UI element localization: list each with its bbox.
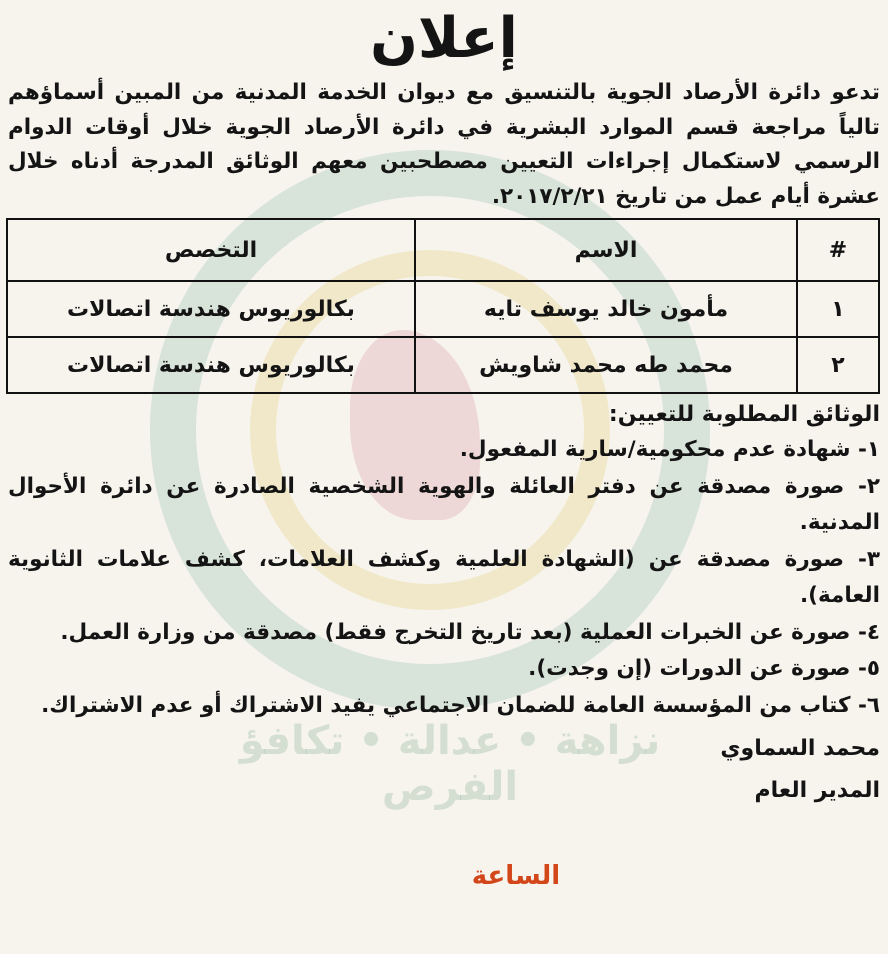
document-item: ٦- كتاب من المؤسسة العامة للضمان الاجتماعي يفيد الاشتراك أو عدم الاشتراك. xyxy=(41,692,880,718)
table-header-row xyxy=(7,219,879,281)
row-number: ١ xyxy=(797,281,879,337)
header-number: # xyxy=(797,219,879,281)
table-row xyxy=(7,337,879,393)
documents-title: الوثائق المطلوبة للتعيين: xyxy=(608,402,880,427)
document-item: ٢- صورة مصدقة عن دفتر العائلة والهوية الشخصية الصادرة عن دائرة الأحوال المدنية. xyxy=(8,473,880,535)
signatory-name: محمد السماوي xyxy=(720,736,880,761)
table-row xyxy=(7,281,879,337)
site-logo-watermark: الساعة xyxy=(471,861,561,891)
intro-paragraph: تدعو دائرة الأرصاد الجوية بالتنسيق مع ديوان الخدمة المدنية من المبين أسماؤهم تالياً مراجعة قسم الموارد البشرية في دائرة الأرصاد الجوية خلال أوقات الدوام الرسمي لاستكمال إجراءات التعيين مصطحبين معهم الوثائق المدرجة أدناه خلال عشرة أيام عمل من تاريخ ٢٠١٧/٢/٢١. xyxy=(8,80,880,209)
document-item: ٤- صورة عن الخبرات العملية (بعد تاريخ التخرج فقط) مصدقة من وزارة العمل. xyxy=(60,619,880,645)
row-specialization: بكالوريوس هندسة اتصالات xyxy=(7,337,415,393)
header-specialization: التخصص xyxy=(7,219,415,281)
motto-watermark: نزاهة • عدالة • تكافؤ الفرص xyxy=(239,718,661,810)
signatory-position: المدير العام xyxy=(754,778,880,803)
announcement-title: إعلان xyxy=(370,6,518,71)
signature-block xyxy=(8,728,880,812)
appointees-table xyxy=(6,218,880,394)
document-item: ٣- صورة مصدقة عن (الشهادة العلمية وكشف العلامات، كشف علامات الثانوية العامة). xyxy=(8,546,880,608)
row-number: ٢ xyxy=(797,337,879,393)
row-name: محمد طه محمد شاويش xyxy=(415,337,797,393)
document-item: ١- شهادة عدم محكومية/سارية المفعول. xyxy=(459,437,880,462)
header-name: الاسم xyxy=(415,219,797,281)
document-item: ٥- صورة عن الدورات (إن وجدت). xyxy=(528,656,880,681)
row-specialization: بكالوريوس هندسة اتصالات xyxy=(7,281,415,337)
row-name: مأمون خالد يوسف تايه xyxy=(415,281,797,337)
